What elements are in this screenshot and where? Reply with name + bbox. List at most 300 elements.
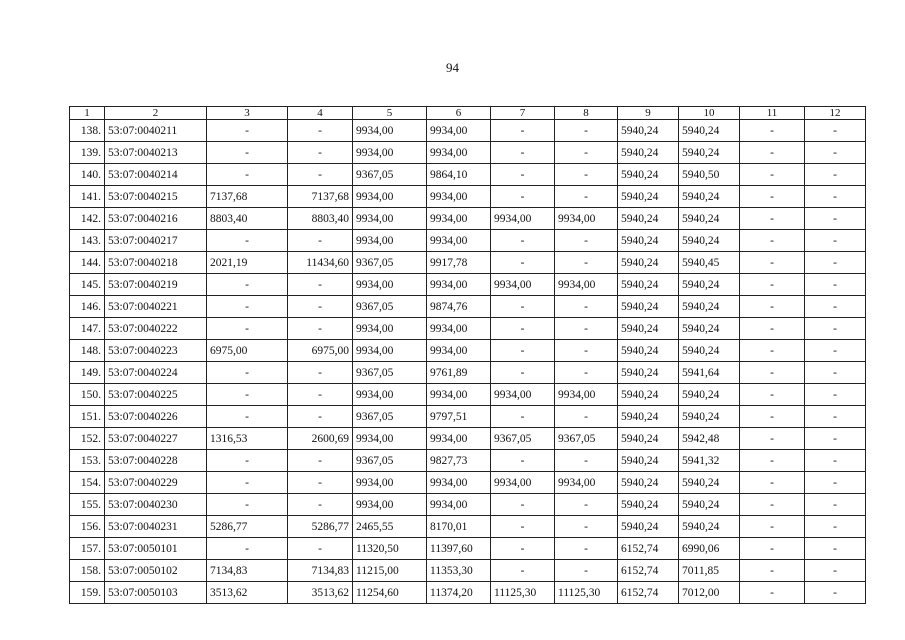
table-cell: -	[805, 428, 866, 450]
table-cell: 7134,83	[207, 560, 288, 582]
table-cell: -	[805, 560, 866, 582]
table-row	[70, 406, 866, 428]
table-cell: 2600,69	[288, 428, 353, 450]
table-body	[70, 120, 866, 604]
table-cell: 5940,24	[679, 208, 740, 230]
table-cell: 9367,05	[353, 296, 427, 318]
row-number-cell: 143.	[70, 230, 105, 252]
table-cell: -	[491, 494, 555, 516]
table-cell: -	[288, 120, 353, 142]
table-cell: 9367,05	[555, 428, 618, 450]
table-cell: -	[491, 406, 555, 428]
table-cell: 9934,00	[491, 208, 555, 230]
table-cell: -	[288, 164, 353, 186]
table-cell: -	[207, 406, 288, 428]
table-cell: -	[805, 450, 866, 472]
table-cell: -	[740, 340, 805, 362]
column-header: 8	[555, 107, 618, 120]
table-cell: -	[740, 208, 805, 230]
table-cell: 8803,40	[207, 208, 288, 230]
column-header: 6	[427, 107, 491, 120]
column-header: 9	[618, 107, 679, 120]
table-cell: 8803,40	[288, 208, 353, 230]
table-cell: -	[805, 472, 866, 494]
table-row	[70, 450, 866, 472]
table-cell: 5940,24	[618, 230, 679, 252]
table-cell: 5940,24	[679, 406, 740, 428]
cadastral-number-cell: 53:07:0050101	[105, 538, 207, 560]
table-cell: -	[207, 494, 288, 516]
table-cell: 9934,00	[427, 340, 491, 362]
table-cell: -	[740, 142, 805, 164]
table-cell: -	[491, 560, 555, 582]
table-cell: 2021,19	[207, 252, 288, 274]
table-row	[70, 274, 866, 296]
table-cell: 9367,05	[353, 450, 427, 472]
table-cell: 5940,24	[618, 296, 679, 318]
column-header: 7	[491, 107, 555, 120]
table-cell: 9934,00	[353, 230, 427, 252]
table-cell: -	[740, 560, 805, 582]
row-number-cell: 140.	[70, 164, 105, 186]
row-number-cell: 155.	[70, 494, 105, 516]
table-cell: -	[555, 340, 618, 362]
row-number-cell: 150.	[70, 384, 105, 406]
table-cell: -	[555, 142, 618, 164]
table-cell: 9917,78	[427, 252, 491, 274]
row-number-cell: 154.	[70, 472, 105, 494]
page-number: 94	[446, 60, 459, 75]
table-cell: -	[491, 186, 555, 208]
table-row	[70, 208, 866, 230]
table-cell: 5940,24	[679, 318, 740, 340]
table-cell: -	[740, 582, 805, 604]
table-row	[70, 384, 866, 406]
table-cell: 11215,00	[353, 560, 427, 582]
table-cell: -	[740, 472, 805, 494]
table-cell: 9934,00	[427, 120, 491, 142]
table-cell: 11254,60	[353, 582, 427, 604]
table-cell: 9367,05	[353, 252, 427, 274]
table-cell: 9934,00	[555, 208, 618, 230]
table-cell: 5942,48	[679, 428, 740, 450]
table-cell: -	[207, 318, 288, 340]
row-number-cell: 139.	[70, 142, 105, 164]
table-cell: 5940,24	[618, 450, 679, 472]
table-cell: 9934,00	[491, 472, 555, 494]
cadastral-number-cell: 53:07:0040222	[105, 318, 207, 340]
table-row	[70, 186, 866, 208]
table-cell: -	[288, 538, 353, 560]
table-cell: 9934,00	[427, 428, 491, 450]
table-cell: -	[740, 274, 805, 296]
column-header: 11	[740, 107, 805, 120]
table-cell: -	[491, 450, 555, 472]
table-cell: 5940,24	[618, 120, 679, 142]
table-row	[70, 142, 866, 164]
column-header: 12	[805, 107, 866, 120]
table-cell: -	[555, 252, 618, 274]
row-number-cell: 158.	[70, 560, 105, 582]
table-cell: 5940,24	[679, 472, 740, 494]
table-cell: 7012,00	[679, 582, 740, 604]
table-cell: -	[207, 120, 288, 142]
table-cell: 11125,30	[555, 582, 618, 604]
table-cell: 6152,74	[618, 560, 679, 582]
table-cell: 5940,24	[618, 274, 679, 296]
table-cell: 9934,00	[427, 208, 491, 230]
cadastral-number-cell: 53:07:0040217	[105, 230, 207, 252]
table-cell: -	[288, 450, 353, 472]
row-number-cell: 146.	[70, 296, 105, 318]
table-cell: -	[740, 384, 805, 406]
table-cell: 9934,00	[555, 472, 618, 494]
cadastral-number-cell: 53:07:0040227	[105, 428, 207, 450]
table-cell: 5940,24	[618, 318, 679, 340]
cadastral-number-cell: 53:07:0040218	[105, 252, 207, 274]
column-header: 10	[679, 107, 740, 120]
table-cell: 5940,24	[618, 340, 679, 362]
table-row	[70, 516, 866, 538]
table-cell: -	[491, 164, 555, 186]
table-cell: -	[555, 164, 618, 186]
table-cell: -	[805, 164, 866, 186]
table-cell: 7137,68	[288, 186, 353, 208]
table-cell: -	[555, 538, 618, 560]
cadastral-number-cell: 53:07:0050102	[105, 560, 207, 582]
table-cell: 5286,77	[207, 516, 288, 538]
cadastral-number-cell: 53:07:0040229	[105, 472, 207, 494]
table-cell: 5941,64	[679, 362, 740, 384]
table-cell: -	[491, 252, 555, 274]
table-cell: 9934,00	[427, 142, 491, 164]
table-cell: -	[555, 230, 618, 252]
table-cell: -	[555, 516, 618, 538]
column-header: 3	[207, 107, 288, 120]
table-cell: 5940,45	[679, 252, 740, 274]
table-cell: -	[805, 406, 866, 428]
table-cell: -	[491, 362, 555, 384]
table-cell: 9934,00	[353, 274, 427, 296]
table-cell: -	[207, 230, 288, 252]
cadastral-number-cell: 53:07:0040221	[105, 296, 207, 318]
column-header: 5	[353, 107, 427, 120]
data-table	[69, 106, 866, 604]
table-cell: -	[555, 120, 618, 142]
table-cell: -	[740, 318, 805, 340]
table-cell: 9934,00	[427, 186, 491, 208]
table-cell: 9934,00	[427, 384, 491, 406]
table-cell: 9367,05	[491, 428, 555, 450]
table-cell: 5940,24	[679, 274, 740, 296]
table-cell: 11353,30	[427, 560, 491, 582]
cadastral-number-cell: 53:07:0040214	[105, 164, 207, 186]
table-cell: -	[491, 340, 555, 362]
table-cell: -	[805, 252, 866, 274]
table-row	[70, 428, 866, 450]
table-cell: 5940,24	[618, 428, 679, 450]
table-cell: 9934,00	[353, 428, 427, 450]
table-cell: 5940,24	[618, 186, 679, 208]
table-cell: 9934,00	[353, 340, 427, 362]
table-cell: 5940,24	[679, 516, 740, 538]
table-row	[70, 164, 866, 186]
cadastral-number-cell: 53:07:0040225	[105, 384, 207, 406]
table-cell: -	[555, 296, 618, 318]
table-cell: 9934,00	[353, 208, 427, 230]
table-cell: 5286,77	[288, 516, 353, 538]
table-cell: -	[491, 296, 555, 318]
table-cell: 9367,05	[353, 164, 427, 186]
row-number-cell: 141.	[70, 186, 105, 208]
table-cell: 9934,00	[353, 142, 427, 164]
table-cell: 9934,00	[555, 274, 618, 296]
table-cell: -	[805, 494, 866, 516]
table-cell: 6152,74	[618, 582, 679, 604]
cadastral-number-cell: 53:07:0040213	[105, 142, 207, 164]
row-number-cell: 153.	[70, 450, 105, 472]
table-header-row	[70, 107, 866, 120]
table-cell: -	[207, 274, 288, 296]
row-number-cell: 148.	[70, 340, 105, 362]
table-cell: -	[491, 230, 555, 252]
table-cell: 9934,00	[427, 318, 491, 340]
table-cell: -	[207, 450, 288, 472]
table-cell: -	[805, 142, 866, 164]
table-cell: -	[288, 230, 353, 252]
row-number-cell: 138.	[70, 120, 105, 142]
cadastral-number-cell: 53:07:0040228	[105, 450, 207, 472]
table-cell: 11397,60	[427, 538, 491, 560]
table-cell: -	[805, 120, 866, 142]
table-cell: 9934,00	[555, 384, 618, 406]
table-cell: -	[740, 164, 805, 186]
table-cell: 5940,24	[618, 252, 679, 274]
table-cell: -	[207, 142, 288, 164]
row-number-cell: 152.	[70, 428, 105, 450]
table-cell: -	[805, 516, 866, 538]
table-cell: -	[740, 120, 805, 142]
table-cell: 5940,24	[618, 142, 679, 164]
table-cell: -	[555, 406, 618, 428]
table-cell: -	[805, 318, 866, 340]
table-cell: -	[288, 362, 353, 384]
cadastral-number-cell: 53:07:0040211	[105, 120, 207, 142]
table-cell: 9367,05	[353, 406, 427, 428]
table-cell: 6152,74	[618, 538, 679, 560]
table-cell: -	[491, 516, 555, 538]
table-cell: -	[740, 230, 805, 252]
table-cell: 9797,51	[427, 406, 491, 428]
table-cell: 7137,68	[207, 186, 288, 208]
table-cell: -	[805, 340, 866, 362]
table-cell: 6990,06	[679, 538, 740, 560]
table-cell: 9934,00	[427, 230, 491, 252]
table-cell: 5940,24	[679, 384, 740, 406]
row-number-cell: 144.	[70, 252, 105, 274]
table-cell: -	[555, 450, 618, 472]
table-cell: 5941,32	[679, 450, 740, 472]
table-cell: -	[555, 494, 618, 516]
table-cell: 5940,24	[679, 120, 740, 142]
row-number-cell: 142.	[70, 208, 105, 230]
table-cell: 9874,76	[427, 296, 491, 318]
table-cell: -	[288, 318, 353, 340]
table-row	[70, 296, 866, 318]
table-cell: 5940,24	[679, 230, 740, 252]
table-cell: 9934,00	[353, 472, 427, 494]
table-cell: -	[805, 384, 866, 406]
cadastral-number-cell: 53:07:0050103	[105, 582, 207, 604]
table-cell: 8170,01	[427, 516, 491, 538]
table-cell: -	[805, 186, 866, 208]
table-cell: -	[491, 142, 555, 164]
table-cell: -	[207, 538, 288, 560]
table-cell: 5940,24	[679, 494, 740, 516]
table-row	[70, 538, 866, 560]
table-cell: 5940,24	[679, 296, 740, 318]
table-cell: 9934,00	[427, 472, 491, 494]
column-header: 1	[70, 107, 105, 120]
table-cell: -	[740, 538, 805, 560]
table-row	[70, 472, 866, 494]
table-cell: 6975,00	[288, 340, 353, 362]
table-cell: 9934,00	[353, 318, 427, 340]
table-cell: 5940,24	[618, 164, 679, 186]
table-row	[70, 252, 866, 274]
table-row	[70, 582, 866, 604]
row-number-cell: 156.	[70, 516, 105, 538]
table-cell: -	[740, 252, 805, 274]
table-cell: 2465,55	[353, 516, 427, 538]
table-cell: 5940,24	[679, 186, 740, 208]
table-cell: 5940,24	[618, 362, 679, 384]
table-cell: 5940,24	[679, 340, 740, 362]
cadastral-number-cell: 53:07:0040226	[105, 406, 207, 428]
table-cell: 9864,10	[427, 164, 491, 186]
table-cell: -	[491, 538, 555, 560]
table-cell: -	[805, 230, 866, 252]
table-cell: 9934,00	[353, 120, 427, 142]
table-cell: -	[288, 406, 353, 428]
cadastral-number-cell: 53:07:0040223	[105, 340, 207, 362]
table-cell: 9934,00	[353, 186, 427, 208]
table-cell: -	[555, 186, 618, 208]
table-cell: 9934,00	[353, 384, 427, 406]
cadastral-number-cell: 53:07:0040216	[105, 208, 207, 230]
cadastral-number-cell: 53:07:0040219	[105, 274, 207, 296]
cadastral-number-cell: 53:07:0040230	[105, 494, 207, 516]
table-cell: -	[288, 296, 353, 318]
table-cell: 9827,73	[427, 450, 491, 472]
table-cell: -	[288, 494, 353, 516]
table-cell: 3513,62	[207, 582, 288, 604]
table-cell: 9934,00	[491, 274, 555, 296]
table-cell: -	[555, 318, 618, 340]
table-cell: -	[805, 538, 866, 560]
table-cell: -	[288, 472, 353, 494]
table-cell: -	[207, 384, 288, 406]
table-cell: 6975,00	[207, 340, 288, 362]
table-cell: 5940,24	[618, 384, 679, 406]
table-cell: -	[740, 494, 805, 516]
table-row	[70, 560, 866, 582]
table-cell: 5940,24	[618, 516, 679, 538]
table-cell: 7011,85	[679, 560, 740, 582]
table-cell: 5940,24	[679, 142, 740, 164]
table-cell: -	[555, 560, 618, 582]
row-number-cell: 151.	[70, 406, 105, 428]
row-number-cell: 159.	[70, 582, 105, 604]
table-cell: -	[805, 296, 866, 318]
table-cell: -	[207, 164, 288, 186]
table-cell: 11434,60	[288, 252, 353, 274]
table-row	[70, 230, 866, 252]
table-row	[70, 494, 866, 516]
table-cell: 11125,30	[491, 582, 555, 604]
column-header: 2	[105, 107, 207, 120]
table-cell: -	[207, 362, 288, 384]
table-row	[70, 340, 866, 362]
table-cell: -	[207, 472, 288, 494]
table-cell: 11374,20	[427, 582, 491, 604]
table-cell: 11320,50	[353, 538, 427, 560]
table-cell: -	[288, 274, 353, 296]
table-cell: 9934,00	[427, 494, 491, 516]
table-cell: 5940,24	[618, 494, 679, 516]
table-cell: 5940,50	[679, 164, 740, 186]
table-cell: -	[740, 406, 805, 428]
table-row	[70, 362, 866, 384]
table-cell: -	[740, 362, 805, 384]
row-number-cell: 157.	[70, 538, 105, 560]
table-cell: -	[491, 318, 555, 340]
table-cell: -	[288, 384, 353, 406]
table-cell: -	[207, 296, 288, 318]
table-cell: -	[491, 120, 555, 142]
table-cell: -	[805, 208, 866, 230]
table-cell: 9934,00	[491, 384, 555, 406]
row-number-cell: 149.	[70, 362, 105, 384]
table-cell: -	[288, 142, 353, 164]
table-cell: 7134,83	[288, 560, 353, 582]
table-cell: -	[805, 274, 866, 296]
table-cell: -	[740, 428, 805, 450]
table-cell: -	[740, 296, 805, 318]
table-cell: 1316,53	[207, 428, 288, 450]
row-number-cell: 145.	[70, 274, 105, 296]
table-cell: 9761,89	[427, 362, 491, 384]
table-cell: -	[740, 450, 805, 472]
table-cell: -	[805, 362, 866, 384]
column-header: 4	[288, 107, 353, 120]
row-number-cell: 147.	[70, 318, 105, 340]
table-cell: 9367,05	[353, 362, 427, 384]
table-cell: -	[555, 362, 618, 384]
table-cell: -	[805, 582, 866, 604]
table-row	[70, 318, 866, 340]
table-cell: -	[740, 186, 805, 208]
table-row	[70, 120, 866, 142]
table-cell: 5940,24	[618, 406, 679, 428]
table-cell: 9934,00	[427, 274, 491, 296]
cadastral-number-cell: 53:07:0040215	[105, 186, 207, 208]
table-cell: 9934,00	[353, 494, 427, 516]
table-cell: 5940,24	[618, 472, 679, 494]
cadastral-number-cell: 53:07:0040231	[105, 516, 207, 538]
table-cell: -	[740, 516, 805, 538]
cadastral-number-cell: 53:07:0040224	[105, 362, 207, 384]
